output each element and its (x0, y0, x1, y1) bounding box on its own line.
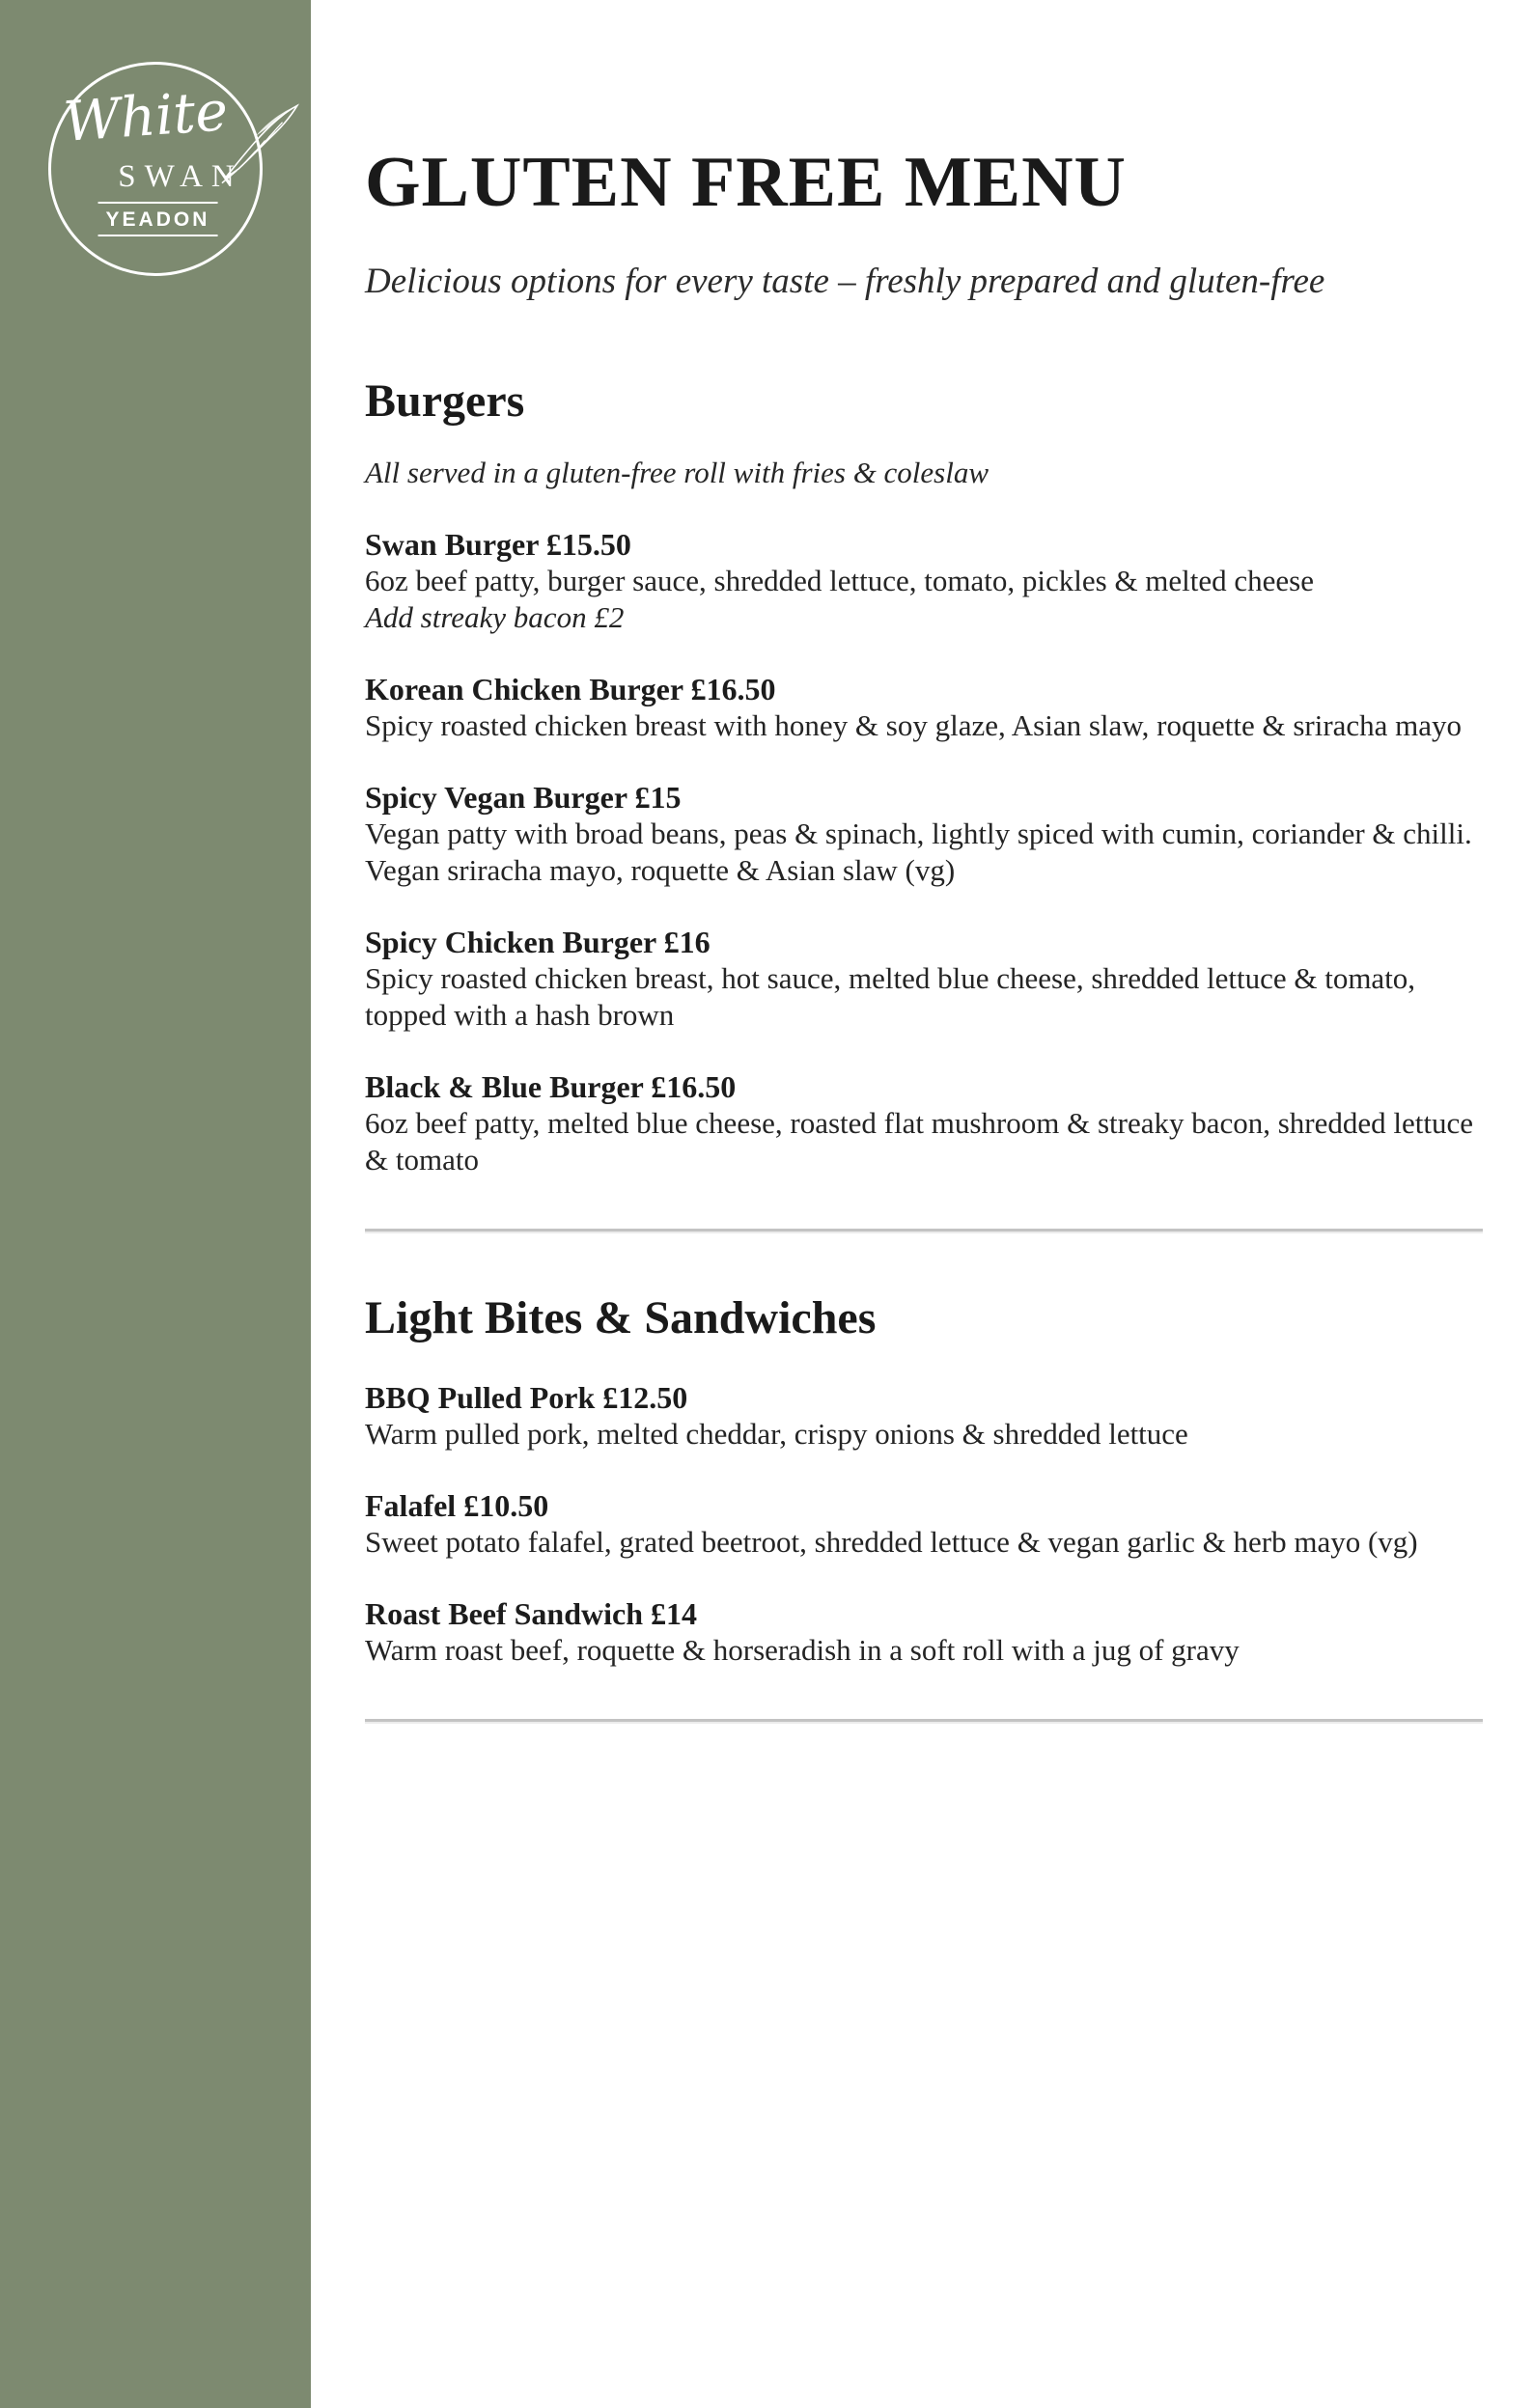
section-heading-burgers: Burgers (365, 375, 525, 428)
sidebar (0, 0, 311, 2408)
menu-item-korean-chicken-burger (365, 671, 1483, 744)
item-description: Vegan patty with broad beans, peas & spinach, lightly spiced with cumin, coriander & chilli. Vegan sriracha mayo, roquette & Asian slaw (vg) (365, 817, 1472, 888)
item-name: Spicy Chicken Burger £16 (365, 925, 711, 960)
section-divider (365, 1719, 1483, 1722)
logo-name-text: SWAN (118, 159, 243, 194)
menu-item-falafel (365, 1487, 1483, 1561)
menu-content (365, 0, 1483, 1722)
item-name: BBQ Pulled Pork £12.50 (365, 1379, 688, 1415)
menu-item-black-and-blue-burger (365, 1068, 1483, 1178)
item-name: Swan Burger £15.50 (365, 527, 631, 563)
menu-item-spicy-chicken-burger (365, 924, 1483, 1034)
item-name: Falafel £10.50 (365, 1487, 549, 1523)
section-note-burgers: All served in a gluten-free roll with fries & coleslaw (365, 456, 989, 490)
page-subtitle: Delicious options for every taste – freshly prepared and gluten-free (365, 262, 1325, 301)
menu-item-roast-beef-sandwich (365, 1595, 1483, 1669)
item-name: Korean Chicken Burger £16.50 (365, 672, 776, 707)
menu-item-bbq-pulled-pork (365, 1379, 1483, 1453)
logo-place-text: YEADON (98, 202, 218, 236)
white-swan-logo (48, 62, 263, 276)
item-description: Sweet potato falafel, grated beetroot, shredded lettuce & vegan garlic & herb mayo (vg) (365, 1524, 1418, 1559)
item-description: 6oz beef patty, melted blue cheese, roasted flat mushroom & streaky bacon, shredded lettuce & tomato (365, 1106, 1474, 1177)
item-name: Black & Blue Burger £16.50 (365, 1069, 737, 1105)
item-name: Roast Beef Sandwich £14 (365, 1595, 698, 1631)
item-note: Add streaky bacon £2 (365, 600, 625, 635)
menu-item-swan-burger (365, 526, 1483, 636)
item-description: Warm pulled pork, melted cheddar, crispy onions & shredded lettuce (365, 1416, 1188, 1451)
item-name: Spicy Vegan Burger £15 (365, 780, 682, 816)
item-description: 6oz beef patty, burger sauce, shredded lettuce, tomato, pickles & melted cheese (365, 564, 1315, 598)
item-description: Spicy roasted chicken breast with honey & soy glaze, Asian slaw, roquette & sriracha mayo (365, 708, 1463, 743)
page-title: GLUTEN FREE MENU (365, 143, 1127, 222)
logo-script-text: White (61, 79, 231, 154)
item-description: Warm roast beef, roquette & horseradish in a soft roll with a jug of gravy (365, 1632, 1240, 1667)
item-description: Spicy roasted chicken breast, hot sauce, melted blue cheese, shredded lettuce & tomato, topped with a hash brown (365, 961, 1416, 1033)
section-divider (365, 1229, 1483, 1232)
menu-item-spicy-vegan-burger (365, 779, 1483, 889)
section-heading-light-bites: Light Bites & Sandwiches (365, 1292, 877, 1344)
